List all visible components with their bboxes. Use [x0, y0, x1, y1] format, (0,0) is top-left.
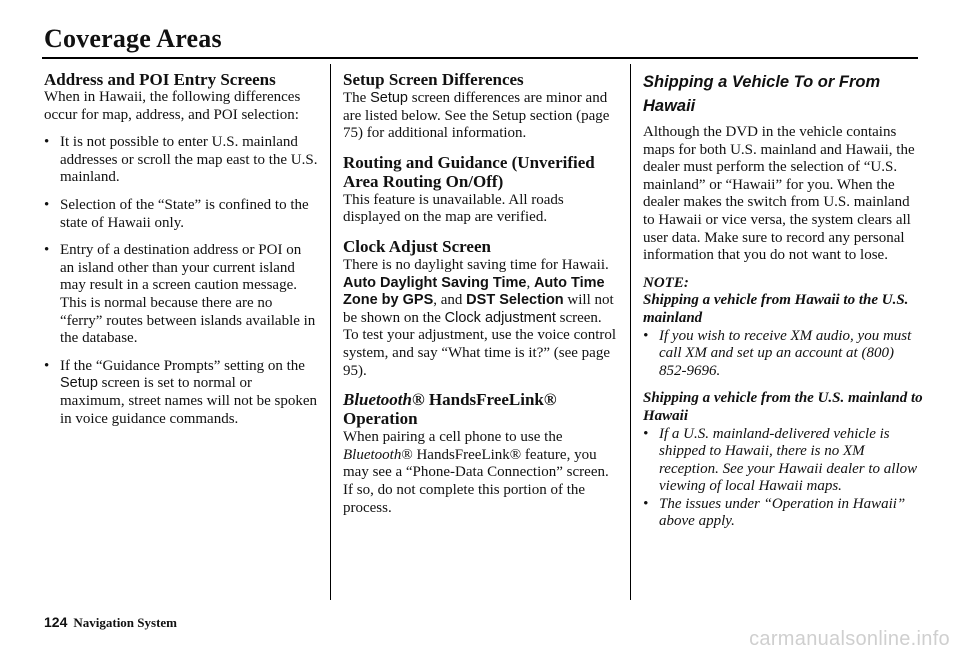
clock-adjustment-screen-name: Clock adjustment: [444, 309, 556, 326]
watermark: carmanualsonline.info: [749, 628, 950, 650]
text-run: , and: [433, 292, 467, 309]
address-poi-list: [44, 134, 318, 428]
list-item: • If a U.S. mainland-delivered vehicle is shipped to Hawaii, there is no XM reception. See your Hawaii dealer to allow viewing of local Hawaii maps.: [643, 426, 923, 496]
note-list-to-mainland: [643, 328, 923, 381]
address-poi-intro: When in Hawaii, the following differences occur for map, address, and POI selection:: [44, 89, 301, 123]
title-divider: [42, 57, 918, 59]
text-run: There is no daylight saving time for Hawaii.: [343, 256, 609, 273]
text-run: ,: [526, 274, 534, 291]
section-heading-clock-adjust: Clock Adjust Screen: [343, 236, 491, 256]
column-shipping: [643, 70, 923, 531]
text-run: will not be shown on the: [343, 292, 614, 326]
text-run: ® HandsFreeLink® feature, you may see a “Phone-Data Connection” screen. If so, do not complete this portion of the process.: [343, 446, 609, 516]
text-run: The: [343, 90, 371, 106]
column-address-poi: [44, 70, 318, 428]
handsfreelink-text: [343, 429, 618, 517]
column-setup-differences: [343, 70, 618, 517]
option-auto-time-zone: Auto Time Zone by GPS: [343, 274, 605, 309]
text-run: Bluetooth: [343, 446, 402, 463]
note-subheading-to-hawaii: Shipping a vehicle from the U.S. mainland to Hawaii: [643, 390, 923, 424]
setup-screen-name: Setup: [60, 375, 98, 392]
footer-label: Navigation System: [73, 615, 177, 630]
text-run: screen. To test your adjustment, use the voice control system, and say “What time is it?” (see page 95).: [343, 309, 617, 379]
list-item-text: screen is set to normal or maximum, street names will not be spoken in voice guidance commands.: [60, 375, 318, 427]
text-run: Bluetooth: [343, 390, 412, 410]
section-heading-routing-guidance: Routing and Guidance (Unverified Area Routing On/Off): [343, 152, 595, 191]
option-auto-daylight-saving: Auto Daylight Saving Time: [343, 274, 527, 291]
list-item: • If you wish to receive XM audio, you must call XM and set up an account at (800) 852-9696.: [643, 328, 923, 381]
list-item: • Selection of the “State” is confined to the state of Hawaii only.: [44, 197, 318, 232]
note-list-to-hawaii: [643, 426, 923, 532]
text-run: screen differences are minor and are listed below. See the Setup section (page 75) for additional information.: [343, 90, 610, 142]
routing-guidance-text: This feature is unavailable. All roads displayed on the map are verified.: [343, 191, 564, 226]
page-title: Coverage Areas: [44, 24, 222, 53]
section-heading-address-poi: Address and POI Entry Screens: [44, 70, 276, 89]
section-heading-shipping: Shipping a Vehicle To or From Hawaii: [643, 73, 881, 115]
shipping-text: Although the DVD in the vehicle contains maps for both U.S. mainland and Hawaii, the dealer must perform the selection of “U.S. mainland” or “Hawaii” for you. When the dealer makes the switch from U.S. mainland to Hawaii or vice versa, the system clears all user data. Make sure to record any personal information that you do not want to lose.: [643, 124, 915, 264]
list-item: • The issues under “Operation in Hawaii” above apply.: [643, 496, 923, 531]
section-heading-setup-differences: Setup Screen Differences: [343, 70, 524, 89]
option-dst-selection: DST Selection: [466, 292, 564, 309]
note-label: NOTE:: [643, 274, 689, 291]
note-subheading-to-mainland: Shipping a vehicle from Hawaii to the U.S. mainland: [643, 292, 909, 326]
setup-differences-text: [343, 90, 618, 143]
text-run: When pairing a cell phone to use the: [343, 429, 563, 446]
clock-adjust-text: [343, 257, 618, 380]
page-number: 124: [44, 614, 68, 630]
list-item: [44, 358, 318, 428]
column-divider-2: [630, 64, 631, 600]
text-run: ® HandsFreeLink® Operation: [343, 390, 557, 429]
setup-screen-name: Setup: [370, 90, 408, 106]
section-heading-handsfreelink: [343, 390, 618, 428]
page-footer: [44, 614, 177, 631]
column-divider-1: [330, 64, 331, 600]
list-item: • Entry of a destination address or POI on an island other than your current island may result in a screen caution message. This is normal because there are no “ferry” routes between islands available in the database.: [44, 242, 318, 348]
list-item-text: If the “Guidance Prompts” setting on the: [60, 357, 305, 374]
list-item: • It is not possible to enter U.S. mainland addresses or scroll the map east to the U.S. mainland.: [44, 134, 318, 187]
